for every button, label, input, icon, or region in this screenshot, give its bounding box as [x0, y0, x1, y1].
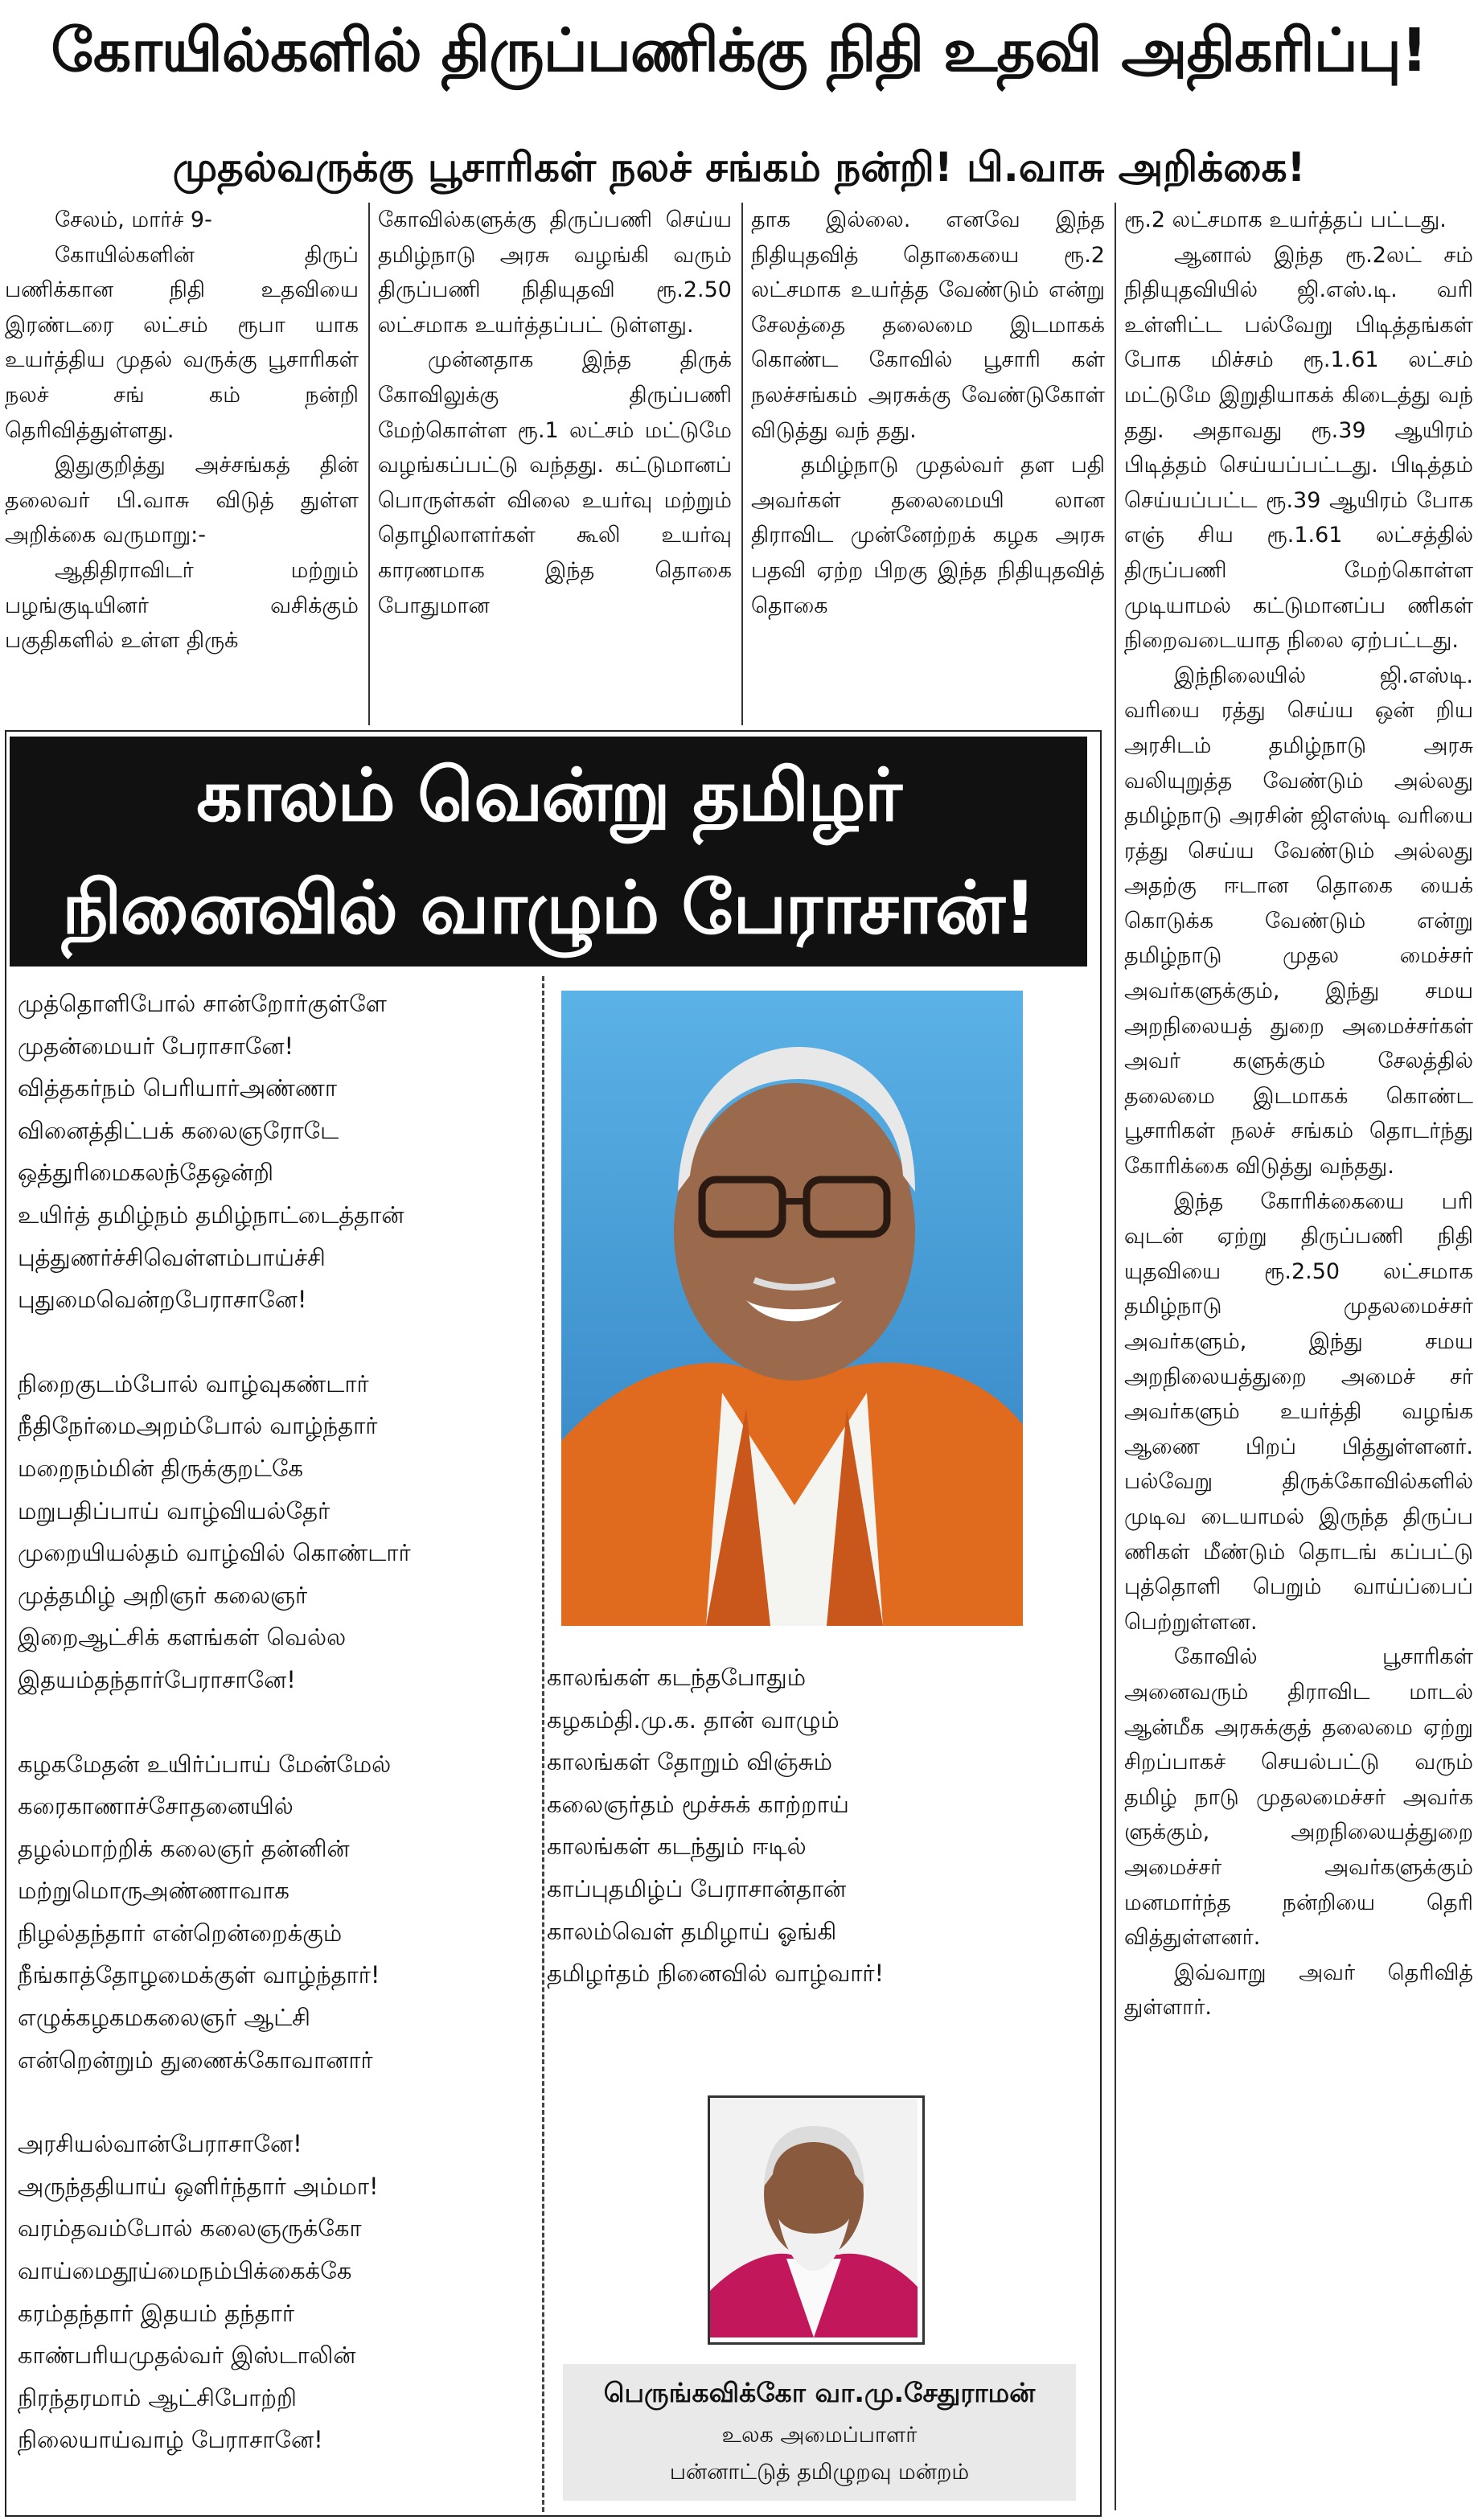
poem-stanza-5 [547, 1656, 1078, 1995]
banner-line-1: காலம் வென்று தமிழர் [196, 753, 901, 838]
poem-line: நீதிநேர்மைஅறம்போல் வாழ்ந்தார் [18, 1412, 378, 1440]
poem-line: புதுமைவென்றபேராசானே! [18, 1286, 307, 1314]
poem-line: நிறைகுடம்போல் வாழ்வுகண்டார் [18, 1369, 369, 1397]
poem-line: நிரந்தரமாம் ஆட்சிபோற்றி [18, 2383, 297, 2411]
poem-line: என்றென்றும் துணைக்கோவானார் [18, 2046, 373, 2074]
article-paragraph: கோவில்களுக்கு திருப்பணி செய்ய தமிழ்நாடு அரசு வழங்கி வரும் திருப்பணி நிதியுதவி ரூ.2.50 லட்சமாக உயர்த்தப்பட் டுள்ளது. [378, 207, 732, 338]
headline: கோயில்களில் திருப்பணிக்கு நிதி உதவி அதிகரிப்பு! [51, 16, 1427, 85]
poem-line: நிழல்தந்தார் என்றென்றைக்கும் [18, 1919, 343, 1947]
poem-line: காலங்கள் தோறும் விஞ்சும் [547, 1748, 832, 1776]
poem-line: காலங்கள் கடந்தும் ஈடில் [547, 1833, 807, 1861]
poem-line: கழகம்தி.மு.க. தான் வாழும் [547, 1705, 840, 1734]
poem-line: கலைஞர்தம் மூச்சுக் காற்றாய் [547, 1790, 849, 1818]
poem-line: மறுபதிப்பாய் வாழ்வியல்தேர் [18, 1496, 330, 1525]
poem-line: காலம்வெள் தமிழாய் ஓங்கி [547, 1917, 837, 1945]
subheadline: முதல்வருக்கு பூசாரிகள் நலச் சங்கம் நன்றி! பி.வாசு அறிக்கை! [172, 144, 1306, 191]
poem-line: காண்பரியமுதல்வர் இஸ்டாலின் [18, 2341, 356, 2370]
poem-line: நிலையாய்வாழ் பேராசானே! [18, 2426, 323, 2454]
poem-line: இறைஆட்சிக் களங்கள் வெல்ல [18, 1623, 347, 1652]
poem-line: தழல்மாற்றிக் கலைஞர் தன்னின் [18, 1834, 350, 1862]
poem-line: முறையியல்தம் வாழ்வில் கொண்டார் [18, 1539, 411, 1567]
poem-line: வினைத்திட்பக் கலைஞரோடே [18, 1116, 339, 1144]
poem-left [18, 983, 532, 2503]
poem-line: கரைகாணாச்சோதனையில் [18, 1792, 294, 1820]
article-column-3 [751, 203, 1105, 725]
poem-line: கழகமேதன் உயிர்ப்பாய் மேன்மேல் [18, 1750, 392, 1778]
article-paragraph: சேலம், மார்ச் 9- [55, 207, 212, 232]
portrait-photo [561, 991, 1023, 1626]
article-paragraph: கோயில்களின் திருப் பணிக்கான நிதி உதவியை இரண்டரை லட்சம் ரூபா யாக உயர்த்திய முதல் வருக்கு பூசாரிகள் நலச் சங் கம் நன்றி தெரிவித்துள்ளது. [5, 242, 359, 443]
poem-line: எழுக்கழகமகலைஞர் ஆட்சி [18, 2004, 310, 2032]
article-column-1 [5, 203, 359, 725]
poem-line: கரம்தந்தார் இதயம் தந்தார் [18, 2299, 294, 2327]
poem-line: முதன்மையர் பேராசானே! [18, 1032, 294, 1060]
poem-line: காலங்கள் கடந்தபோதும் [547, 1664, 807, 1691]
poem-stanza-2 [18, 1363, 532, 1701]
article-paragraph: கோவில் பூசாரிகள் அனைவரும் திராவிட மாடல் ஆன்மீக அரசுக்குத் தலைமை ஏற்று சிறப்பாகச் செயல்பட்டு வரும் தமிழ் நாடு முதலமைச்சர் அவர்க ளுக்கும், அறநிலையத்துறை அமைச்சர் அவர்களுக்கும் மனமார்ந்த நன்றியை தெரி வித்துள்ளனர். [1124, 1644, 1473, 1951]
poem-line: மற்றுமொருஅண்ணாவாக [18, 1877, 289, 1905]
poem-stanza-3 [18, 1743, 532, 2082]
article-paragraph: இந்த கோரிக்கையை பரி வுடன் ஏற்று திருப்பணி நிதி யுதவியை ரூ.2.50 லட்சமாக தமிழ்நாடு முதலமைச்சர் அவர்களும், இந்து சமய அறநிலையத்துறை அமைச் சர் அவர்களும் உயர்த்தி வழங்க ஆணை பிறப் பித்துள்ளனர். பல்வேறு திருக்கோவில்களில் முடிவ டையாமல் இருந்த திருப்ப ணிகள் மீண்டும் தொடங் கப்பட்டு புத்தொளி பெறும் வாய்ப்பைப் பெற்றுள்ளன. [1124, 1188, 1473, 1635]
author-name: பெருங்கவிக்கோ வா.மு.சேதுராமன் [603, 2377, 1036, 2408]
poem-line: அருந்ததியாய் ஒளிர்ந்தார் அம்மா! [18, 2172, 379, 2200]
poem-line: இதயம்தந்தார்பேராசானே! [18, 1665, 296, 1693]
article-paragraph: தமிழ்நாடு முதல்வர் தள பதி அவர்கள் தலைமையி லான திராவிட முன்னேற்றக் கழக அரசு பதவி ஏற்ற பிறகு இந்த நிதியுதவித் தொகை [751, 453, 1105, 618]
dashed-divider [542, 976, 544, 2512]
poem-line: முத்தமிழ் அறிஞர் கலைஞர் [18, 1581, 308, 1609]
article-paragraph: இந்நிலையில் ஜி.எஸ்டி. வரியை ரத்து செய்ய ஒன் றிய அரசிடம் தமிழ்நாடு அரசு வலியுறுத்த வேண்டும் அல்லது தமிழ்நாடு அரசின் ஜிஎஸ்டி வரியை ரத்து செய்ய வேண்டும் அல்லது அதற்கு ஈடான தொகை யைக் கொடுக்க வேண்டும் என்று தமிழ்நாடு முதல மைச்சர் அவர்களுக்கும், இந்து சமய அறநிலையத் துறை அமைச்சர்கள் அவர் களுக்கும் சேலத்தில் தலைமை இடமாகக் கொண்ட பூசாரிகள் நலச் சங்கம் தொடர்ந்து கோரிக்கை விடுத்து வந்தது. [1124, 663, 1473, 1180]
tribute-banner [10, 737, 1087, 967]
poem-stanza-1 [18, 983, 532, 1321]
article-paragraph: இவ்வாறு அவர் தெரிவித் துள்ளார். [1124, 1960, 1473, 2021]
poem-line: உயிர்த் தமிழ்நம் தமிழ்நாட்டைத்தான் [18, 1200, 404, 1229]
poem-line: காப்புதமிழ்ப் பேராசான்தான் [547, 1874, 847, 1902]
article-paragraph: ரூ.2 லட்சமாக உயர்த்தப் பட்டது. [1124, 207, 1447, 232]
portrait-illustration [561, 991, 1023, 1626]
column-divider [1115, 203, 1116, 2510]
author-photo [708, 2095, 925, 2345]
poem-line: ஒத்துரிமைகலந்தேஒன்றி [18, 1159, 274, 1187]
poem-stanza-4 [18, 2123, 532, 2461]
article-column-2 [378, 203, 732, 725]
article-column-4 [1124, 203, 1473, 2518]
author-illustration [710, 2098, 918, 2337]
author-title: உலக அமைப்பாளர் [721, 2423, 918, 2448]
column-divider [741, 203, 743, 725]
banner-line-2: நினைவில் வாழும் பேராசான்! [61, 866, 1036, 950]
article-paragraph: ஆதிதிராவிடர் மற்றும் பழங்குடியினர் வசிக்கும் பகுதிகளில் உள்ள திருக் [5, 557, 359, 654]
poem-line: தமிழர்தம் நினைவில் வாழ்வார்! [547, 1960, 885, 1988]
poem-line: வாய்மைதூய்மைநம்பிக்கைக்கே [18, 2257, 352, 2285]
poem-line: மறைநம்மின் திருக்குறட்கே [18, 1454, 304, 1482]
poem-line: முத்தொளிபோல் சான்றோர்குள்ளே [18, 990, 387, 1017]
author-org: பன்னாட்டுத் தமிழுறவு மன்றம் [669, 2460, 970, 2485]
poem-line: நீங்காத்தோழமைக்குள் வாழ்ந்தார்! [18, 1961, 380, 1989]
article-paragraph: தாக இல்லை. எனவே இந்த நிதியுதவித் தொகையை ரூ.2 லட்சமாக உயர்த்த வேண்டும் என்று சேலத்தை தலைமை இடமாகக் கொண்ட கோவில் பூசாரி கள் நலச்சங்கம் அரசுக்கு வேண்டுகோள் விடுத்து வந் தது. [751, 207, 1105, 443]
article-paragraph: இதுகுறித்து அச்சங்கத் தின் தலைவர் பி.வாசு விடுத் துள்ள அறிக்கை வருமாறு:- [5, 453, 359, 548]
poem-line: புத்துணர்ச்சிவெள்ளம்பாய்ச்சி [18, 1243, 326, 1271]
poem-line: வித்தகர்நம் பெரியார்அண்ணா [18, 1074, 338, 1102]
article-paragraph: ஆனால் இந்த ரூ.2லட் சம் நிதியுதவியில் ஜி.எஸ்.டி. வரி உள்ளிட்ட பல்வேறு பிடித்தங்கள் போக மிச்சம் ரூ.1.61 லட்சம் மட்டுமே இறுதியாகக் கிடைத்து வந் தது. அதாவது ரூ.39 ஆயிரம் பிடித்தம் செய்யப்பட்டது. பிடித்தம் செய்யப்பட்ட ரூ.39 ஆயிரம் போக எஞ் சிய ரூ.1.61 லட்சத்தில் திருப்பணி மேற்கொள்ள முடியாமல் கட்டுமானப்ப ணிகள் நிறைவடையாத நிலை ஏற்பட்டது. [1124, 242, 1473, 654]
author-caption [563, 2364, 1076, 2501]
article-paragraph: முன்னதாக இந்த திருக் கோவிலுக்கு திருப்பணி மேற்கொள்ள ரூ.1 லட்சம் மட்டுமே வழங்கப்பட்டு வந்தது. கட்டுமானப் பொருள்கள் விலை உயர்வு மற்றும் தொழிலாளர்கள் கூலி உயர்வு காரணமாக இந்த தொகை போதுமான [378, 347, 732, 618]
column-divider [368, 203, 370, 725]
poem-line: அரசியல்வான்பேராசானே! [18, 2130, 302, 2158]
poem-line: வரம்தவம்போல் கலைஞருக்கோ [18, 2214, 362, 2243]
